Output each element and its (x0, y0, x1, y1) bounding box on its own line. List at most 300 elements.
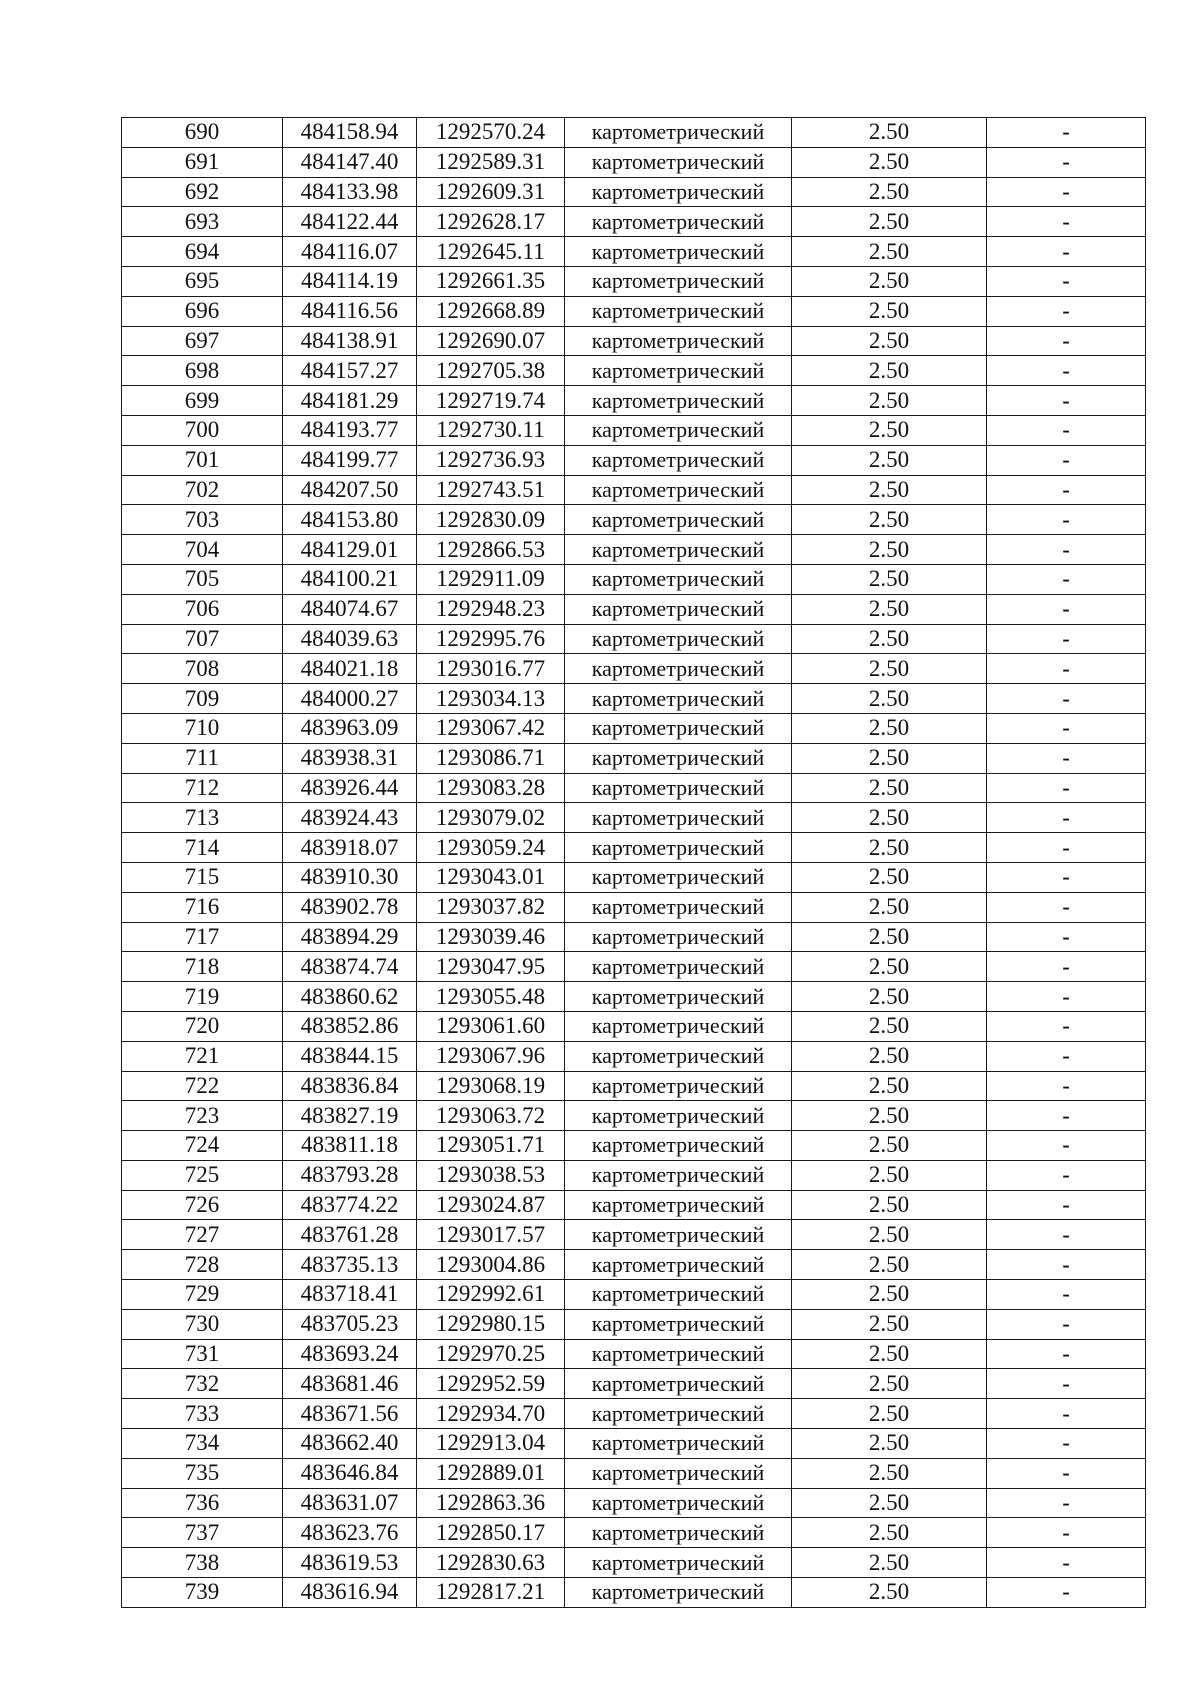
point-number-cell: 719 (122, 982, 283, 1012)
method-cell: картометрический (565, 1429, 792, 1459)
method-cell: картометрический (565, 1399, 792, 1429)
point-number-cell: 693 (122, 207, 283, 237)
x-coordinate-cell: 483619.53 (283, 1548, 417, 1578)
description-cell: - (987, 1011, 1146, 1041)
method-cell: картометрический (565, 1339, 792, 1369)
point-number-cell: 695 (122, 266, 283, 296)
y-coordinate-cell: 1292743.51 (417, 475, 565, 505)
x-coordinate-cell: 483671.56 (283, 1399, 417, 1429)
method-cell: картометрический (565, 862, 792, 892)
description-cell: - (987, 1458, 1146, 1488)
accuracy-cell: 2.50 (792, 1041, 987, 1071)
accuracy-cell: 2.50 (792, 1429, 987, 1459)
description-cell: - (987, 1131, 1146, 1161)
description-cell: - (987, 177, 1146, 207)
method-cell: картометрический (565, 1458, 792, 1488)
description-cell: - (987, 505, 1146, 535)
table-row (122, 296, 1146, 326)
y-coordinate-cell: 1293083.28 (417, 773, 565, 803)
method-cell: картометрический (565, 1220, 792, 1250)
table-row (122, 1309, 1146, 1339)
accuracy-cell: 2.50 (792, 386, 987, 416)
y-coordinate-cell: 1293037.82 (417, 892, 565, 922)
method-cell: картометрический (565, 1369, 792, 1399)
method-cell: картометрический (565, 296, 792, 326)
point-number-cell: 718 (122, 952, 283, 982)
coordinates-table-body (122, 118, 1146, 1608)
y-coordinate-cell: 1292661.35 (417, 266, 565, 296)
x-coordinate-cell: 483902.78 (283, 892, 417, 922)
x-coordinate-cell: 483860.62 (283, 982, 417, 1012)
point-number-cell: 722 (122, 1071, 283, 1101)
table-row (122, 952, 1146, 982)
point-number-cell: 708 (122, 654, 283, 684)
point-number-cell: 715 (122, 862, 283, 892)
description-cell: - (987, 713, 1146, 743)
method-cell: картометрический (565, 1488, 792, 1518)
x-coordinate-cell: 484000.27 (283, 684, 417, 714)
table-row (122, 415, 1146, 445)
y-coordinate-cell: 1292948.23 (417, 594, 565, 624)
y-coordinate-cell: 1293059.24 (417, 833, 565, 863)
accuracy-cell: 2.50 (792, 684, 987, 714)
method-cell: картометрический (565, 892, 792, 922)
x-coordinate-cell: 484207.50 (283, 475, 417, 505)
x-coordinate-cell: 483774.22 (283, 1190, 417, 1220)
method-cell: картометрический (565, 982, 792, 1012)
point-number-cell: 730 (122, 1309, 283, 1339)
description-cell: - (987, 237, 1146, 267)
description-cell: - (987, 356, 1146, 386)
point-number-cell: 736 (122, 1488, 283, 1518)
y-coordinate-cell: 1292995.76 (417, 624, 565, 654)
point-number-cell: 710 (122, 713, 283, 743)
x-coordinate-cell: 484074.67 (283, 594, 417, 624)
method-cell: картометрический (565, 952, 792, 982)
y-coordinate-cell: 1293055.48 (417, 982, 565, 1012)
x-coordinate-cell: 483963.09 (283, 713, 417, 743)
description-cell: - (987, 982, 1146, 1012)
x-coordinate-cell: 484021.18 (283, 654, 417, 684)
method-cell: картометрический (565, 1280, 792, 1310)
description-cell: - (987, 1190, 1146, 1220)
description-cell: - (987, 1518, 1146, 1548)
accuracy-cell: 2.50 (792, 177, 987, 207)
method-cell: картометрический (565, 743, 792, 773)
description-cell: - (987, 654, 1146, 684)
method-cell: картометрический (565, 1101, 792, 1131)
x-coordinate-cell: 483910.30 (283, 862, 417, 892)
x-coordinate-cell: 483874.74 (283, 952, 417, 982)
accuracy-cell: 2.50 (792, 1131, 987, 1161)
description-cell: - (987, 862, 1146, 892)
point-number-cell: 712 (122, 773, 283, 803)
accuracy-cell: 2.50 (792, 892, 987, 922)
method-cell: картометрический (565, 147, 792, 177)
accuracy-cell: 2.50 (792, 445, 987, 475)
method-cell: картометрический (565, 326, 792, 356)
description-cell: - (987, 266, 1146, 296)
table-row (122, 1458, 1146, 1488)
x-coordinate-cell: 484147.40 (283, 147, 417, 177)
table-row (122, 862, 1146, 892)
method-cell: картометрический (565, 445, 792, 475)
method-cell: картометрический (565, 505, 792, 535)
table-row (122, 1369, 1146, 1399)
accuracy-cell: 2.50 (792, 1101, 987, 1131)
method-cell: картометрический (565, 1071, 792, 1101)
description-cell: - (987, 1369, 1146, 1399)
x-coordinate-cell: 484199.77 (283, 445, 417, 475)
point-number-cell: 691 (122, 147, 283, 177)
point-number-cell: 711 (122, 743, 283, 773)
x-coordinate-cell: 483827.19 (283, 1101, 417, 1131)
x-coordinate-cell: 484039.63 (283, 624, 417, 654)
x-coordinate-cell: 484122.44 (283, 207, 417, 237)
table-row (122, 475, 1146, 505)
point-number-cell: 713 (122, 803, 283, 833)
y-coordinate-cell: 1292570.24 (417, 118, 565, 148)
point-number-cell: 692 (122, 177, 283, 207)
point-number-cell: 737 (122, 1518, 283, 1548)
table-row (122, 713, 1146, 743)
method-cell: картометрический (565, 207, 792, 237)
point-number-cell: 709 (122, 684, 283, 714)
y-coordinate-cell: 1293068.19 (417, 1071, 565, 1101)
method-cell: картометрический (565, 415, 792, 445)
accuracy-cell: 2.50 (792, 356, 987, 386)
description-cell: - (987, 296, 1146, 326)
description-cell: - (987, 1220, 1146, 1250)
accuracy-cell: 2.50 (792, 415, 987, 445)
point-number-cell: 726 (122, 1190, 283, 1220)
table-row (122, 1011, 1146, 1041)
description-cell: - (987, 892, 1146, 922)
table-row (122, 1220, 1146, 1250)
description-cell: - (987, 922, 1146, 952)
description-cell: - (987, 1160, 1146, 1190)
point-number-cell: 696 (122, 296, 283, 326)
x-coordinate-cell: 484114.19 (283, 266, 417, 296)
table-row (122, 1518, 1146, 1548)
x-coordinate-cell: 484116.07 (283, 237, 417, 267)
table-row (122, 1578, 1146, 1608)
accuracy-cell: 2.50 (792, 594, 987, 624)
point-number-cell: 727 (122, 1220, 283, 1250)
y-coordinate-cell: 1293043.01 (417, 862, 565, 892)
x-coordinate-cell: 483718.41 (283, 1280, 417, 1310)
y-coordinate-cell: 1293067.96 (417, 1041, 565, 1071)
x-coordinate-cell: 483631.07 (283, 1488, 417, 1518)
y-coordinate-cell: 1293061.60 (417, 1011, 565, 1041)
method-cell: картометрический (565, 386, 792, 416)
point-number-cell: 690 (122, 118, 283, 148)
description-cell: - (987, 326, 1146, 356)
x-coordinate-cell: 484129.01 (283, 535, 417, 565)
accuracy-cell: 2.50 (792, 475, 987, 505)
x-coordinate-cell: 484157.27 (283, 356, 417, 386)
method-cell: картометрический (565, 356, 792, 386)
table-row (122, 922, 1146, 952)
accuracy-cell: 2.50 (792, 505, 987, 535)
accuracy-cell: 2.50 (792, 952, 987, 982)
y-coordinate-cell: 1292730.11 (417, 415, 565, 445)
y-coordinate-cell: 1293038.53 (417, 1160, 565, 1190)
table-row (122, 743, 1146, 773)
point-number-cell: 714 (122, 833, 283, 863)
accuracy-cell: 2.50 (792, 1160, 987, 1190)
y-coordinate-cell: 1292830.63 (417, 1548, 565, 1578)
method-cell: картометрический (565, 773, 792, 803)
x-coordinate-cell: 483924.43 (283, 803, 417, 833)
y-coordinate-cell: 1292705.38 (417, 356, 565, 386)
x-coordinate-cell: 483616.94 (283, 1578, 417, 1608)
x-coordinate-cell: 483705.23 (283, 1309, 417, 1339)
table-row (122, 535, 1146, 565)
point-number-cell: 724 (122, 1131, 283, 1161)
y-coordinate-cell: 1292850.17 (417, 1518, 565, 1548)
point-number-cell: 706 (122, 594, 283, 624)
point-number-cell: 734 (122, 1429, 283, 1459)
table-row (122, 892, 1146, 922)
table-row (122, 624, 1146, 654)
point-number-cell: 697 (122, 326, 283, 356)
y-coordinate-cell: 1292668.89 (417, 296, 565, 326)
description-cell: - (987, 207, 1146, 237)
y-coordinate-cell: 1292817.21 (417, 1578, 565, 1608)
accuracy-cell: 2.50 (792, 1488, 987, 1518)
description-cell: - (987, 594, 1146, 624)
point-number-cell: 723 (122, 1101, 283, 1131)
description-cell: - (987, 1071, 1146, 1101)
accuracy-cell: 2.50 (792, 147, 987, 177)
y-coordinate-cell: 1292736.93 (417, 445, 565, 475)
y-coordinate-cell: 1292589.31 (417, 147, 565, 177)
description-cell: - (987, 415, 1146, 445)
table-row (122, 833, 1146, 863)
x-coordinate-cell: 483844.15 (283, 1041, 417, 1071)
accuracy-cell: 2.50 (792, 296, 987, 326)
point-number-cell: 707 (122, 624, 283, 654)
table-row (122, 1041, 1146, 1071)
table-row (122, 118, 1146, 148)
method-cell: картометрический (565, 535, 792, 565)
table-row (122, 1548, 1146, 1578)
accuracy-cell: 2.50 (792, 207, 987, 237)
method-cell: картометрический (565, 475, 792, 505)
method-cell: картометрический (565, 1190, 792, 1220)
description-cell: - (987, 1548, 1146, 1578)
method-cell: картометрический (565, 1011, 792, 1041)
y-coordinate-cell: 1292952.59 (417, 1369, 565, 1399)
point-number-cell: 739 (122, 1578, 283, 1608)
point-number-cell: 702 (122, 475, 283, 505)
table-row (122, 147, 1146, 177)
description-cell: - (987, 1399, 1146, 1429)
point-number-cell: 721 (122, 1041, 283, 1071)
accuracy-cell: 2.50 (792, 773, 987, 803)
accuracy-cell: 2.50 (792, 1339, 987, 1369)
method-cell: картометрический (565, 713, 792, 743)
x-coordinate-cell: 483793.28 (283, 1160, 417, 1190)
x-coordinate-cell: 483836.84 (283, 1071, 417, 1101)
y-coordinate-cell: 1292866.53 (417, 535, 565, 565)
y-coordinate-cell: 1293034.13 (417, 684, 565, 714)
accuracy-cell: 2.50 (792, 1190, 987, 1220)
accuracy-cell: 2.50 (792, 982, 987, 1012)
accuracy-cell: 2.50 (792, 803, 987, 833)
method-cell: картометрический (565, 833, 792, 863)
description-cell: - (987, 1429, 1146, 1459)
accuracy-cell: 2.50 (792, 1011, 987, 1041)
method-cell: картометрический (565, 624, 792, 654)
table-row (122, 326, 1146, 356)
table-row (122, 1190, 1146, 1220)
accuracy-cell: 2.50 (792, 1250, 987, 1280)
method-cell: картометрический (565, 237, 792, 267)
x-coordinate-cell: 484133.98 (283, 177, 417, 207)
description-cell: - (987, 1041, 1146, 1071)
y-coordinate-cell: 1292913.04 (417, 1429, 565, 1459)
table-row (122, 654, 1146, 684)
accuracy-cell: 2.50 (792, 266, 987, 296)
accuracy-cell: 2.50 (792, 1369, 987, 1399)
method-cell: картометрический (565, 1160, 792, 1190)
description-cell: - (987, 445, 1146, 475)
x-coordinate-cell: 483894.29 (283, 922, 417, 952)
y-coordinate-cell: 1293047.95 (417, 952, 565, 982)
point-number-cell: 703 (122, 505, 283, 535)
x-coordinate-cell: 483735.13 (283, 1250, 417, 1280)
table-row (122, 1250, 1146, 1280)
x-coordinate-cell: 483681.46 (283, 1369, 417, 1399)
accuracy-cell: 2.50 (792, 326, 987, 356)
table-row (122, 207, 1146, 237)
method-cell: картометрический (565, 594, 792, 624)
table-row (122, 237, 1146, 267)
point-number-cell: 728 (122, 1250, 283, 1280)
method-cell: картометрический (565, 1041, 792, 1071)
description-cell: - (987, 475, 1146, 505)
y-coordinate-cell: 1292690.07 (417, 326, 565, 356)
description-cell: - (987, 773, 1146, 803)
description-cell: - (987, 1250, 1146, 1280)
x-coordinate-cell: 484100.21 (283, 564, 417, 594)
method-cell: картометрический (565, 118, 792, 148)
accuracy-cell: 2.50 (792, 535, 987, 565)
point-number-cell: 704 (122, 535, 283, 565)
table-row (122, 1101, 1146, 1131)
accuracy-cell: 2.50 (792, 118, 987, 148)
accuracy-cell: 2.50 (792, 237, 987, 267)
table-row (122, 1399, 1146, 1429)
accuracy-cell: 2.50 (792, 862, 987, 892)
y-coordinate-cell: 1292980.15 (417, 1309, 565, 1339)
description-cell: - (987, 118, 1146, 148)
table-row (122, 177, 1146, 207)
y-coordinate-cell: 1292719.74 (417, 386, 565, 416)
y-coordinate-cell: 1293039.46 (417, 922, 565, 952)
table-row (122, 594, 1146, 624)
method-cell: картометрический (565, 1309, 792, 1339)
y-coordinate-cell: 1292645.11 (417, 237, 565, 267)
y-coordinate-cell: 1292889.01 (417, 1458, 565, 1488)
table-row (122, 386, 1146, 416)
y-coordinate-cell: 1292609.31 (417, 177, 565, 207)
x-coordinate-cell: 484138.91 (283, 326, 417, 356)
y-coordinate-cell: 1293004.86 (417, 1250, 565, 1280)
accuracy-cell: 2.50 (792, 1309, 987, 1339)
table-row (122, 1429, 1146, 1459)
y-coordinate-cell: 1292863.36 (417, 1488, 565, 1518)
description-cell: - (987, 1488, 1146, 1518)
y-coordinate-cell: 1293086.71 (417, 743, 565, 773)
x-coordinate-cell: 483852.86 (283, 1011, 417, 1041)
table-row (122, 1131, 1146, 1161)
x-coordinate-cell: 483918.07 (283, 833, 417, 863)
accuracy-cell: 2.50 (792, 1220, 987, 1250)
table-row (122, 803, 1146, 833)
description-cell: - (987, 743, 1146, 773)
method-cell: картометрический (565, 1518, 792, 1548)
point-number-cell: 720 (122, 1011, 283, 1041)
description-cell: - (987, 1309, 1146, 1339)
table-row (122, 1160, 1146, 1190)
table-row (122, 505, 1146, 535)
table-row (122, 1280, 1146, 1310)
x-coordinate-cell: 483761.28 (283, 1220, 417, 1250)
accuracy-cell: 2.50 (792, 1578, 987, 1608)
point-number-cell: 729 (122, 1280, 283, 1310)
accuracy-cell: 2.50 (792, 1518, 987, 1548)
method-cell: картометрический (565, 1548, 792, 1578)
table-row (122, 356, 1146, 386)
table-row (122, 773, 1146, 803)
y-coordinate-cell: 1293051.71 (417, 1131, 565, 1161)
description-cell: - (987, 833, 1146, 863)
description-cell: - (987, 535, 1146, 565)
coordinates-table (121, 117, 1146, 1608)
point-number-cell: 698 (122, 356, 283, 386)
point-number-cell: 725 (122, 1160, 283, 1190)
x-coordinate-cell: 483623.76 (283, 1518, 417, 1548)
table-row (122, 564, 1146, 594)
method-cell: картометрический (565, 1578, 792, 1608)
point-number-cell: 694 (122, 237, 283, 267)
point-number-cell: 733 (122, 1399, 283, 1429)
description-cell: - (987, 803, 1146, 833)
table-row (122, 1339, 1146, 1369)
x-coordinate-cell: 484153.80 (283, 505, 417, 535)
x-coordinate-cell: 483662.40 (283, 1429, 417, 1459)
description-cell: - (987, 147, 1146, 177)
method-cell: картометрический (565, 654, 792, 684)
description-cell: - (987, 1578, 1146, 1608)
method-cell: картометрический (565, 177, 792, 207)
accuracy-cell: 2.50 (792, 743, 987, 773)
y-coordinate-cell: 1293024.87 (417, 1190, 565, 1220)
y-coordinate-cell: 1292934.70 (417, 1399, 565, 1429)
point-number-cell: 738 (122, 1548, 283, 1578)
x-coordinate-cell: 483938.31 (283, 743, 417, 773)
x-coordinate-cell: 484158.94 (283, 118, 417, 148)
method-cell: картометрический (565, 684, 792, 714)
y-coordinate-cell: 1292830.09 (417, 505, 565, 535)
description-cell: - (987, 624, 1146, 654)
y-coordinate-cell: 1292992.61 (417, 1280, 565, 1310)
point-number-cell: 701 (122, 445, 283, 475)
x-coordinate-cell: 484116.56 (283, 296, 417, 326)
